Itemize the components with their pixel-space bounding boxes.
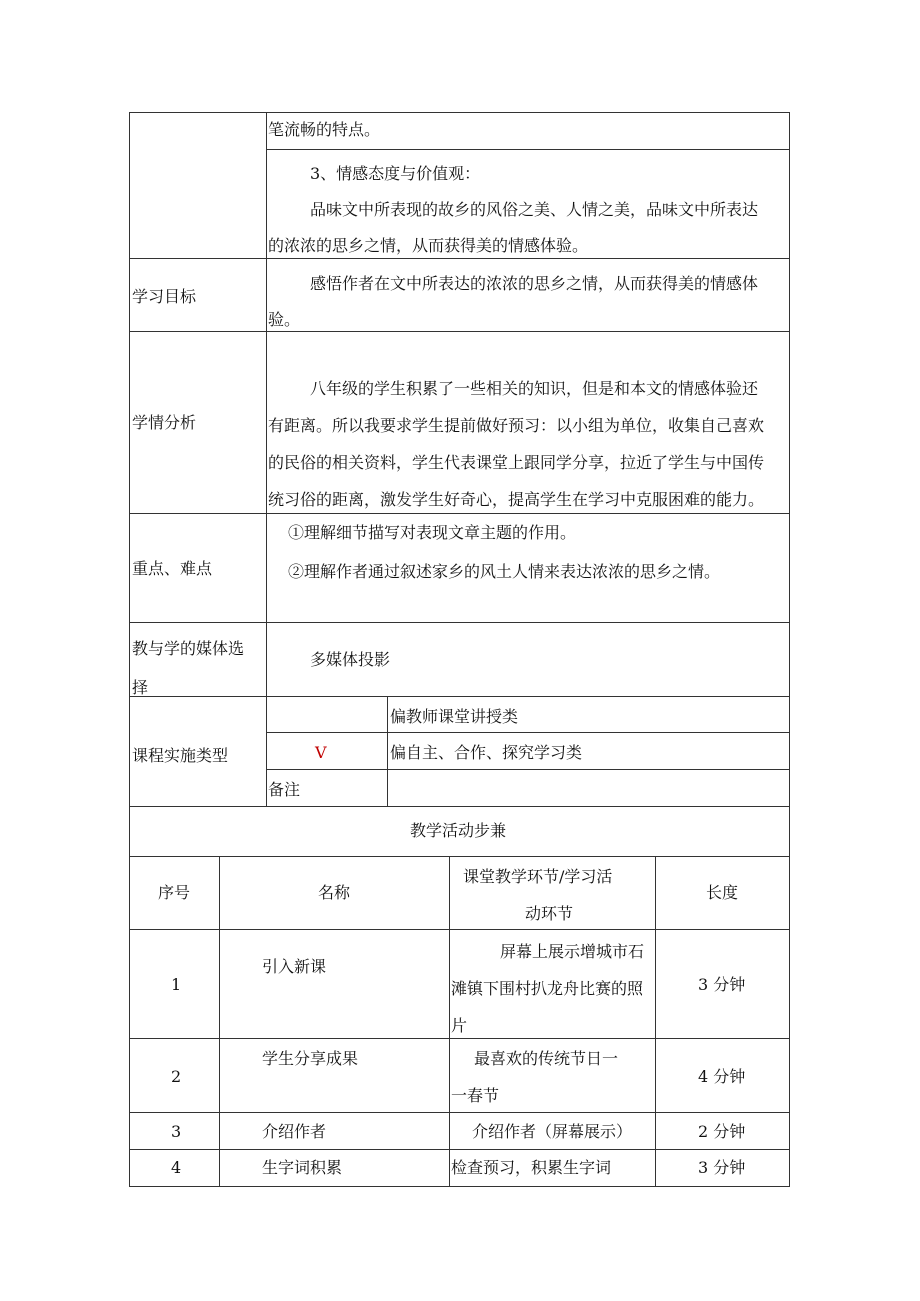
course-type-option-teacher: 偏教师课堂讲授类 <box>390 707 519 726</box>
analysis-line1: 八年级的学生积累了一些相关的知识，但是和本文的情感体验还 <box>310 379 759 398</box>
learning-goal-line1: 感悟作者在文中所表达的浓浓的思乡之情，从而获得美的情感体 <box>310 274 759 293</box>
analysis-label: 学情分析 <box>132 413 197 432</box>
header-seq: 序号 <box>158 883 191 902</box>
row3-name: 介绍作者 <box>262 1122 327 1141</box>
header-stage-line2: 动环节 <box>525 904 574 923</box>
objectives-continued-line: 笔流畅的特点。 <box>268 120 381 139</box>
key-point-1: ①理解细节描写对表现文章主题的作用。 <box>288 523 577 542</box>
row2-stage-line2: 一春节 <box>451 1086 500 1105</box>
key-point-2: ②理解作者通过叙述家乡的风土人情来表达浓浓的思乡之情。 <box>288 562 721 581</box>
row4-name: 生字词积累 <box>262 1158 343 1177</box>
course-type-check-mark: V <box>315 743 327 762</box>
course-type-remark-label: 备注 <box>268 780 301 799</box>
row1-name: 引入新课 <box>262 957 327 976</box>
row2-name: 学生分享成果 <box>262 1049 359 1068</box>
row4-length: 3 分钟 <box>698 1158 746 1177</box>
header-name: 名称 <box>318 883 351 902</box>
row3-length: 2 分钟 <box>698 1122 746 1141</box>
row4-seq: 4 <box>171 1158 182 1177</box>
key-points-label: 重点、难点 <box>132 559 213 578</box>
row3-stage: 介绍作者（屏幕展示） <box>472 1122 633 1141</box>
objective-3-title: 3、情感态度与价值观： <box>310 164 481 183</box>
learning-goal-label: 学习目标 <box>132 287 197 306</box>
row2-seq: 2 <box>171 1067 182 1086</box>
header-stage-line1: 课堂教学环节/学习活 <box>463 867 613 886</box>
row1-seq: 1 <box>171 975 182 994</box>
course-type-option-self: 偏自主、合作、探究学习类 <box>390 743 583 762</box>
objective-3-body-line1: 品味文中所表现的故乡的风俗之美、人情之美，品味文中所表达 <box>310 200 759 219</box>
media-value: 多媒体投影 <box>310 650 391 669</box>
row1-stage-line3: 片 <box>451 1016 468 1035</box>
steps-title: 教学活动步兼 <box>410 821 507 840</box>
row2-length: 4 分钟 <box>698 1067 746 1086</box>
media-label-line2: 择 <box>132 678 149 697</box>
objective-3-body-line2: 的浓浓的思乡之情，从而获得美的情感体验。 <box>268 236 589 255</box>
media-label-line1: 教与学的媒体选 <box>132 639 245 658</box>
course-type-label: 课程实施类型 <box>132 746 229 765</box>
analysis-line2: 有距离。所以我要求学生提前做好预习：以小组为单位，收集自己喜欢 <box>268 416 765 435</box>
row3-seq: 3 <box>171 1122 182 1141</box>
row2-stage-line1: 最喜欢的传统节日一 <box>474 1049 619 1068</box>
row1-length: 3 分钟 <box>698 975 746 994</box>
analysis-line4: 统习俗的距离，激发学生好奇心，提高学生在学习中克服困难的能力。 <box>268 490 765 509</box>
header-length: 长度 <box>706 883 739 902</box>
row1-stage-line2: 滩镇下围村扒龙舟比赛的照 <box>451 979 644 998</box>
analysis-line3: 的民俗的相关资料，学生代表课堂上跟同学分享，拉近了学生与中国传 <box>268 453 765 472</box>
row4-stage: 检查预习，积累生字词 <box>451 1158 612 1177</box>
learning-goal-line2: 验。 <box>268 310 301 329</box>
row1-stage-line1: 屏幕上展示增城市石 <box>500 942 645 961</box>
